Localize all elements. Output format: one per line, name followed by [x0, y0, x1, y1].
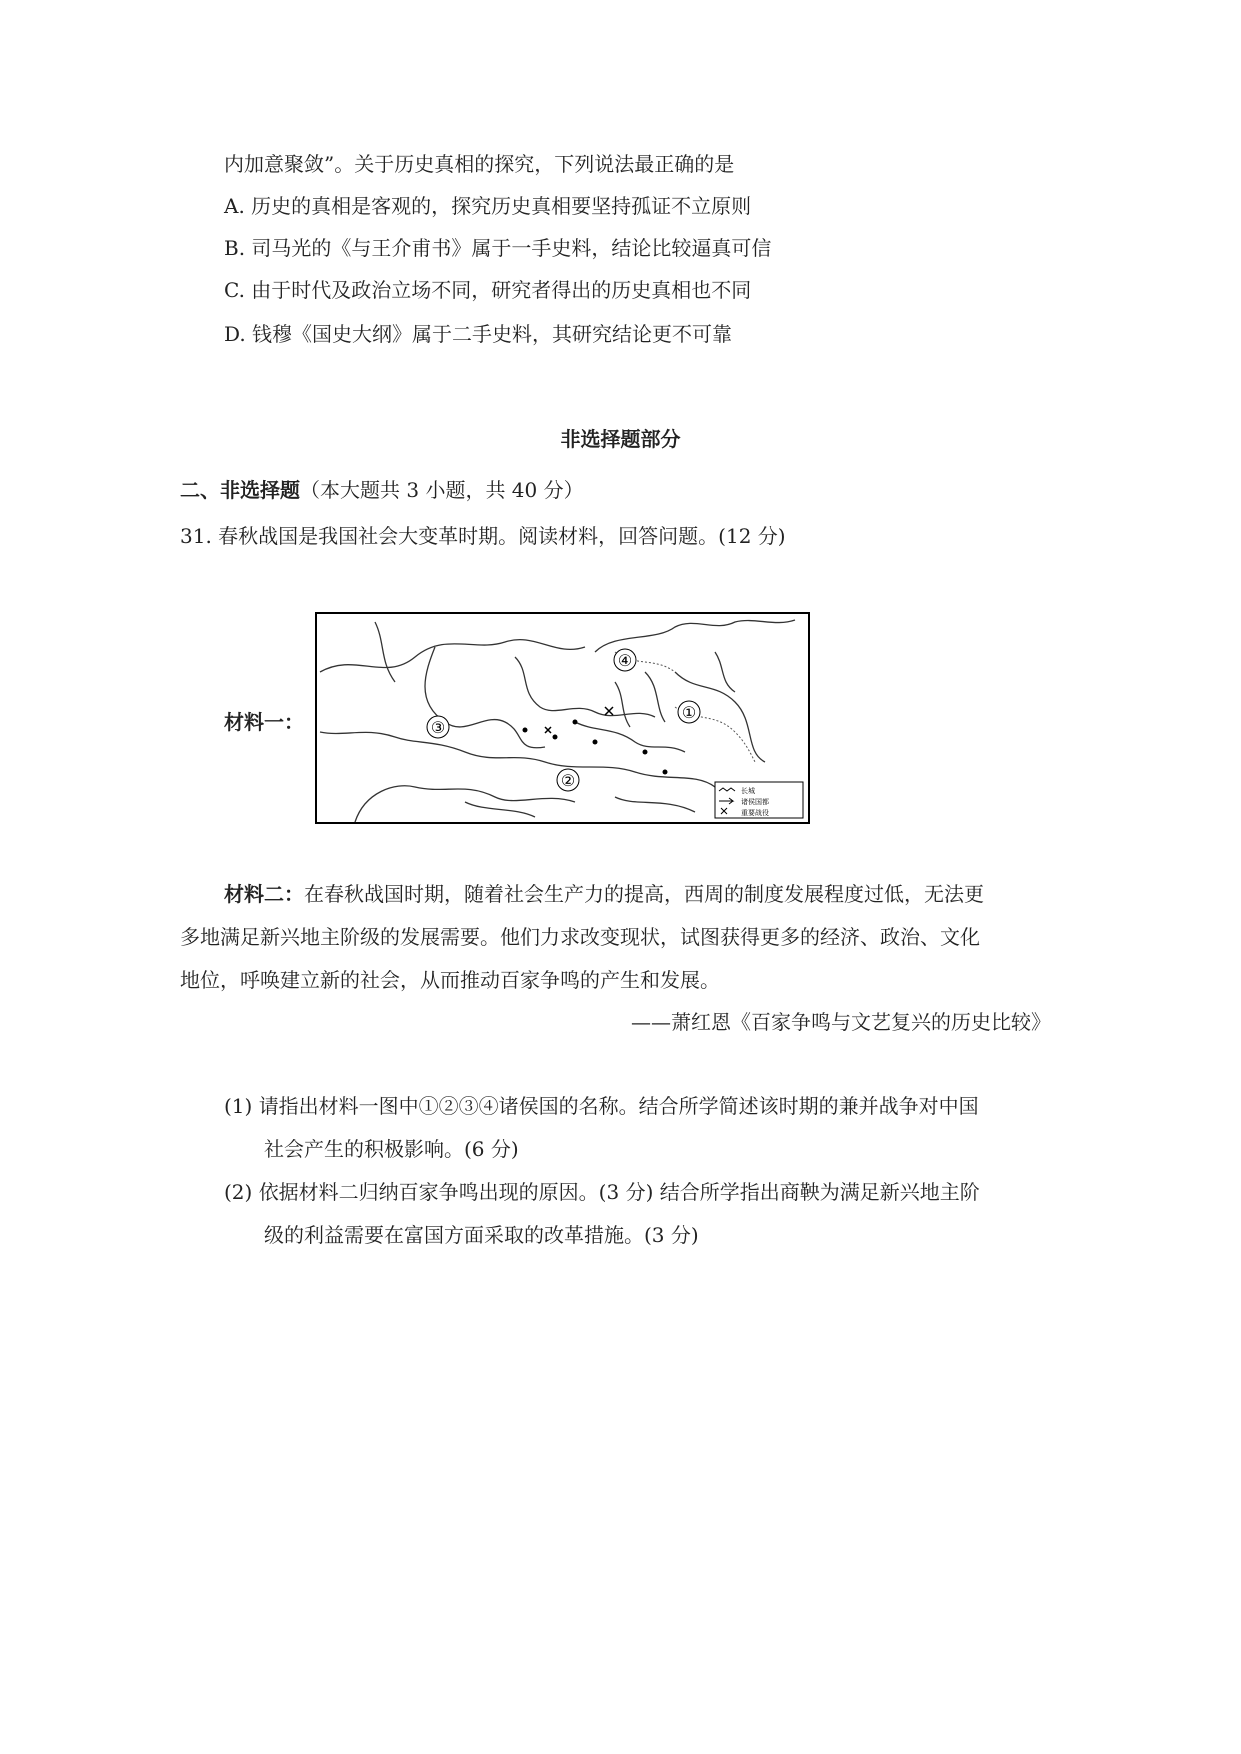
option-c: C. 由于时代及政治立场不同，研究者得出的历史真相也不同: [224, 278, 752, 302]
material-1-label: 材料一：: [224, 710, 304, 734]
question-stem-tail: 内加意聚敛”。关于历史真相的探究，下列说法最正确的是: [224, 152, 735, 176]
map-mark-4: ④: [617, 651, 633, 670]
material-2-line-1: [224, 880, 984, 908]
legend-capital: 诸侯国都: [741, 798, 769, 806]
legend-great-wall: 长城: [741, 787, 755, 795]
subquestion-1-line-2: 社会产生的积极影响。(6 分): [264, 1137, 519, 1161]
subquestion-2-line-1: (2) 依据材料二归纳百家争鸣出现的原因。(3 分) 结合所学指出商鞅为满足新兴地主阶: [224, 1180, 980, 1204]
map-mark-3: ③: [430, 718, 446, 737]
option-d: D. 钱穆《国史大纲》属于二手史料，其研究结论更不可靠: [224, 322, 733, 346]
option-b: B. 司马光的《与王介甫书》属于一手史料，结论比较逼真可信: [224, 236, 772, 260]
map-mark-2: ②: [560, 771, 576, 790]
subquestion-2-line-2: 级的利益需要在富国方面采取的改革措施。(3 分): [264, 1223, 699, 1247]
material-2-source: ——萧红恩《百家争鸣与文艺复兴的历史比较》: [631, 1010, 1051, 1034]
material-2-line-2: 多地满足新兴地主阶级的发展需要。他们力求改变现状，试图获得更多的经济、政治、文化: [180, 925, 980, 949]
option-a: A. 历史的真相是客观的，探究历史真相要坚持孤证不立原则: [224, 194, 752, 218]
material-2-line-3: 地位，呼唤建立新的社会，从而推动百家争鸣的产生和发展。: [180, 968, 720, 992]
subquestion-1-line-1: (1) 请指出材料一图中①②③④诸侯国的名称。结合所学简述该时期的兼并战争对中国: [224, 1094, 979, 1118]
map-mark-1: ①: [681, 703, 697, 722]
material-2-text-1: 在春秋战国时期，随着社会生产力的提高，西周的制度发展程度过低，无法更: [304, 882, 984, 906]
part-note: （本大题共 3 小题，共 40 分）: [300, 478, 584, 502]
question-31-stem: 31. 春秋战国是我国社会大变革时期。阅读材料，回答问题。(12 分): [180, 524, 786, 548]
part-title: 二、非选择题: [180, 478, 300, 502]
material-2-label: 材料二：: [224, 882, 304, 906]
warring-states-map: [315, 612, 810, 824]
section-heading: 非选择题部分: [560, 427, 681, 451]
part-title-line: [180, 476, 584, 504]
legend-battle: 重要战役: [741, 809, 769, 817]
